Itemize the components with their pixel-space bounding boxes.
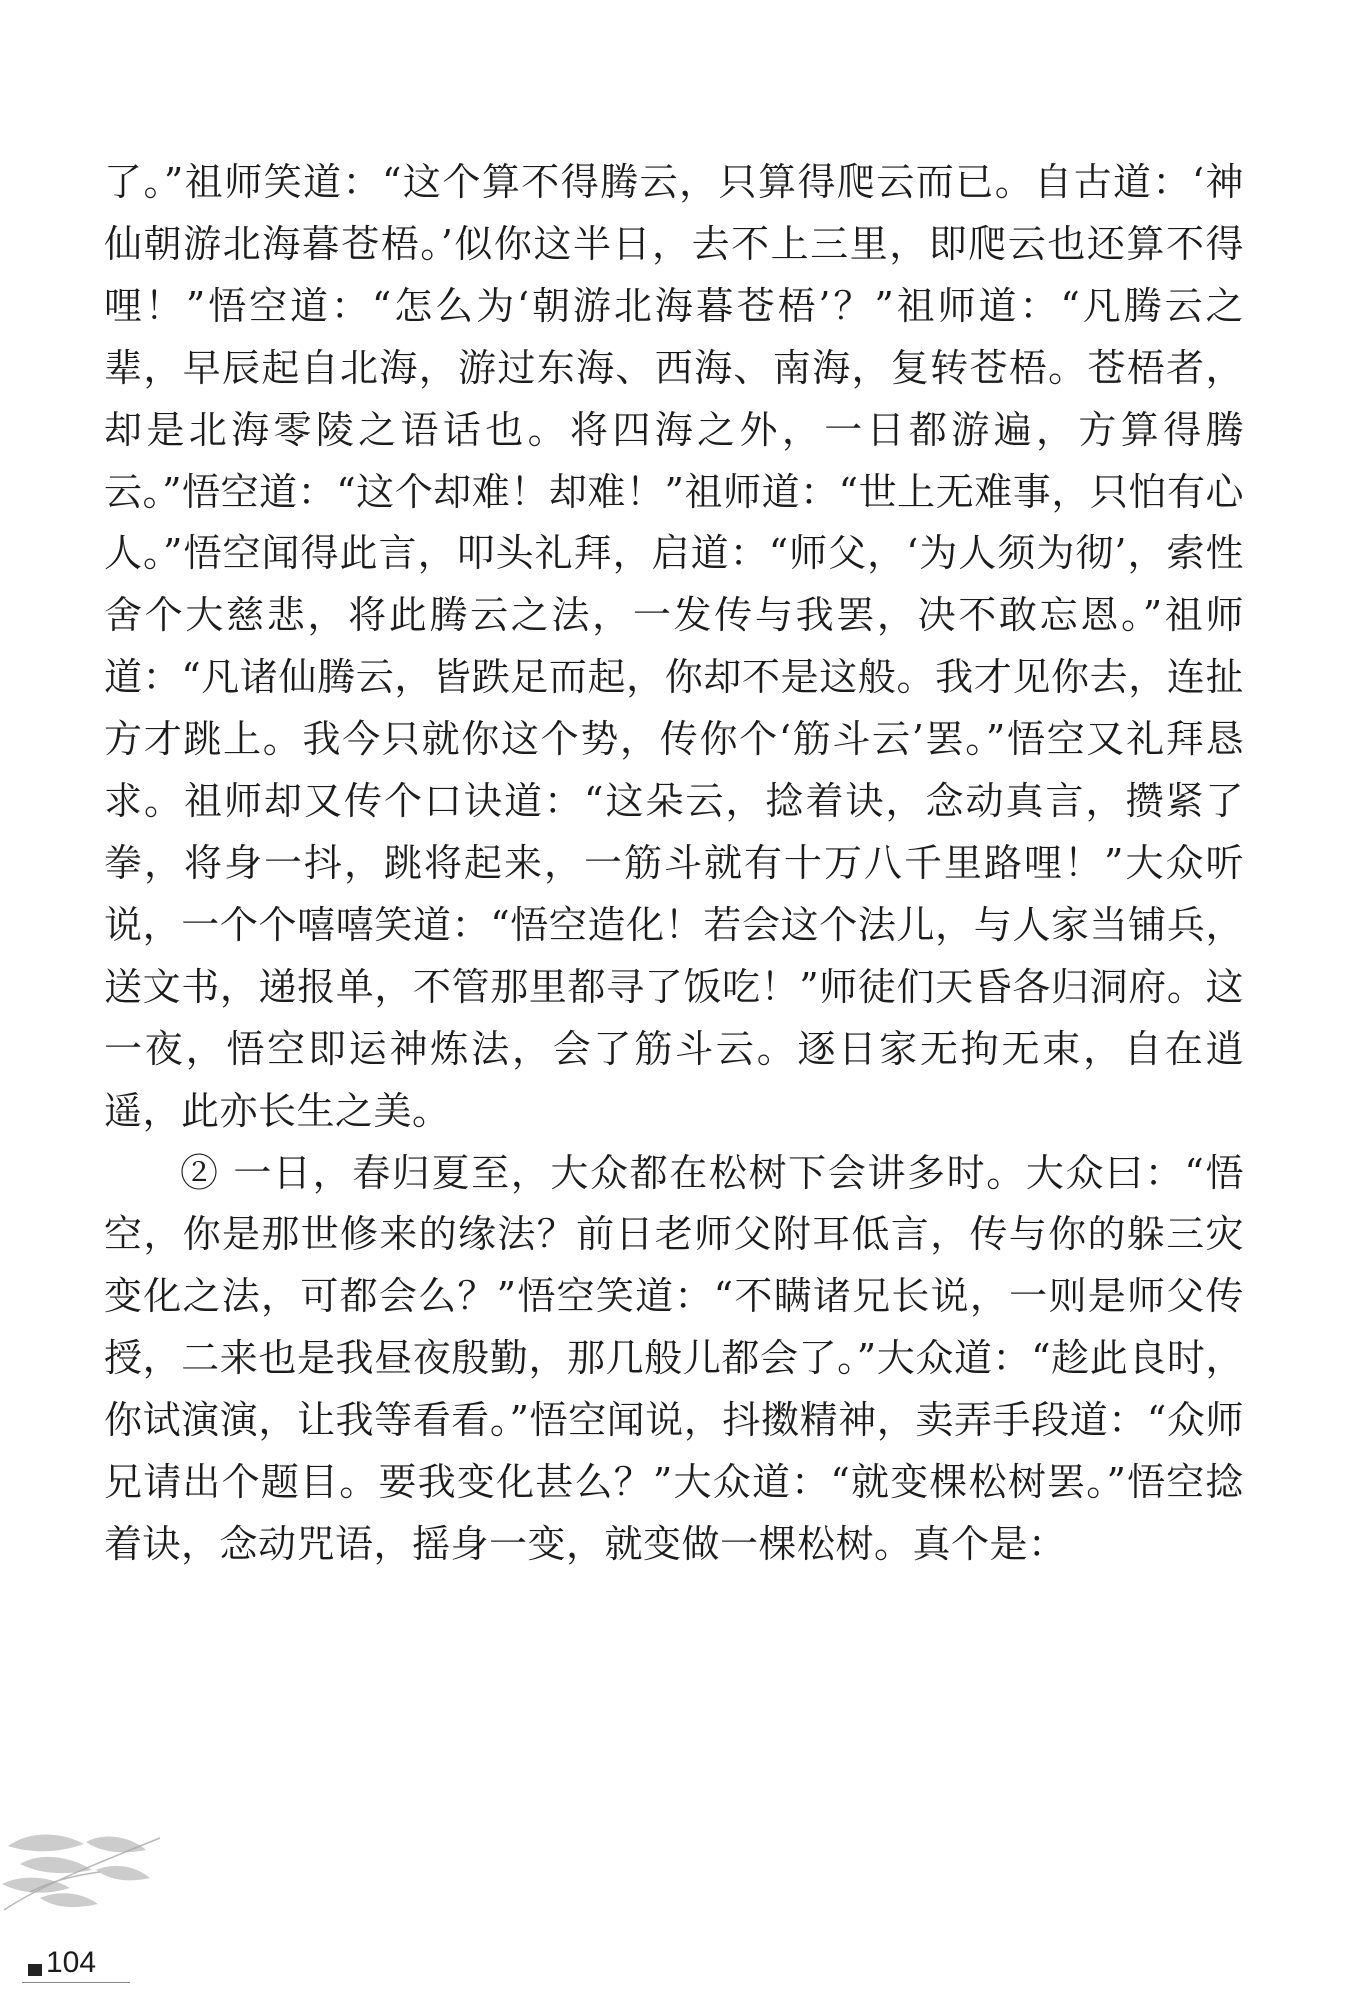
leaf-ornament-icon xyxy=(0,1826,170,1916)
paragraph-1: 了。”祖师笑道：“这个算不得腾云，只算得爬云而已。自古道：‘神仙朝游北海暮苍梧。’似你这半日，去不上三里，即爬云也还算不得哩！”悟空道：“怎么为‘朝游北海暮苍梧’？”祖师道：“凡腾云之辈，早辰起自北海，游过东海、西海、南海，复转苍梧。苍梧者，却是北海零陵之语话也。将四海之外，一日都游遍，方算得腾云。”悟空道：“这个却难！却难！”祖师道：“世上无难事，只怕有心人。”悟空闻得此言，叩头礼拜，启道：“师父，‘为人须为彻’，索性舍个大慈悲，将此腾云之法，一发传与我罢，决不敢忘恩。”祖师道：“凡诸仙腾云，皆跌足而起，你却不是这般。我才见你去，连扯方才跳上。我今只就你这个势，传你个‘筋斗云’罢。”悟空又礼拜恳求。祖师却又传个口诀道：“这朵云，捻着诀，念动真言，攒紧了拳，将身一抖，跳将起来，一筋斗就有十万八千里路哩！”大众听说，一个个嘻嘻笑道：“悟空造化！若会这个法儿，与人家当铺兵，送文书，递报单，不管那里都寻了饭吃！”师徒们天昏各归洞府。这一夜，悟空即运神炼法，会了筋斗云。逐日家无拘无束，自在逍遥，此亦长生之美。 xyxy=(104,160,1244,1133)
page-marker-icon xyxy=(28,1964,42,1976)
body-text xyxy=(104,152,1244,1576)
page-number-area xyxy=(28,1946,96,1980)
paragraph-2: ② 一日，春归夏至，大众都在松树下会讲多时。大众曰：“悟空，你是那世修来的缘法？前日老师父附耳低言，传与你的躲三灾变化之法，可都会么？”悟空笑道：“不瞒诸兄长说，一则是师父传授，二来也是我昼夜殷勤，那几般儿都会了。”大众道：“趁此良时，你试演演，让我等看看。”悟空闻说，抖擞精神，卖弄手段道：“众师兄请出个题目。要我变化甚么？”大众道：“就变棵松树罢。”悟空捻着诀，念动咒语，摇身一变，就变做一棵松树。真个是： xyxy=(104,1150,1244,1566)
page-number: 104 xyxy=(46,1946,97,1979)
page-number-rule xyxy=(22,1982,130,1983)
